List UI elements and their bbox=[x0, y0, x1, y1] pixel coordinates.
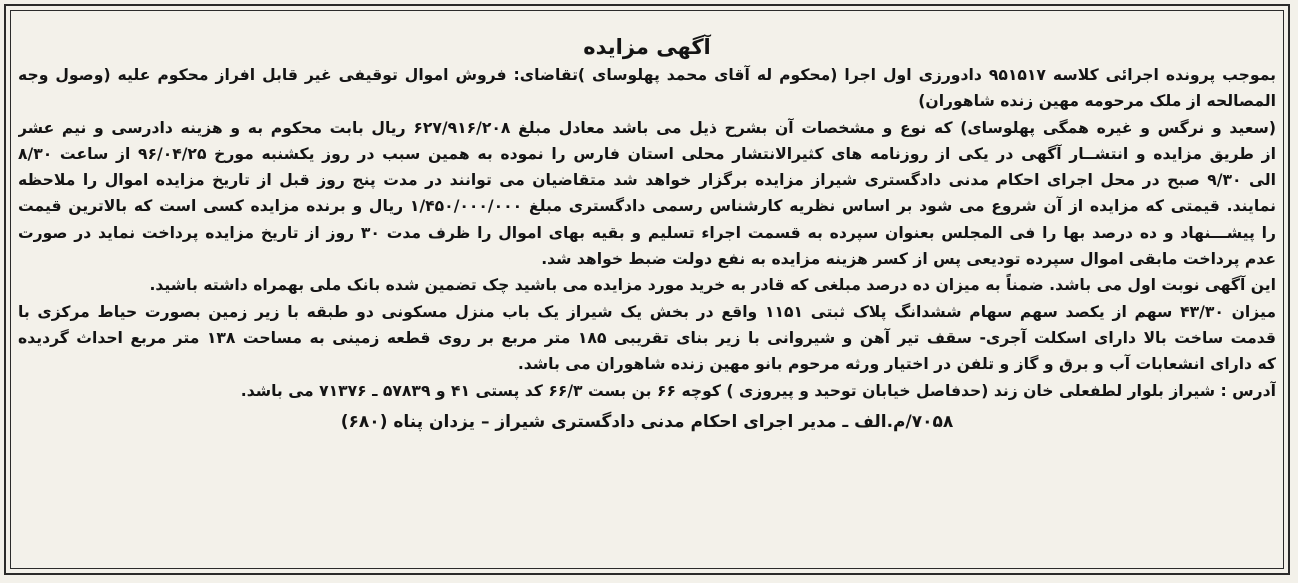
notice-line-8: عدم پرداخت مابقی اموال سپرده تودیعی پس از کسر هزینه مزایده به نفع دولت ضبط خواهد شد. bbox=[541, 250, 1276, 269]
notice-title: آگهی مزایده bbox=[583, 35, 711, 59]
notice-line-5: الی ۹/۳۰ صبح در محل اجرای احکام مدنی دادگستری شیراز مزایده برگزار خواهد شد متقاضیان می توانند در مدت پنج روز قبل از تاریخ مزایده اموال را ملاحظه bbox=[18, 171, 1276, 190]
notice-line-4: از طریق مزایده و انتشــار آگهی در یکی از روزنامه های کثیرالانتشار محلی استان فارس را نموده به همین سبب در روز یکشنبه مورخ ۹۶/۰۴/۲۵ از ساعت ۸/۳۰ bbox=[18, 144, 1276, 163]
notice-line-3: (سعید و نرگس و غیره همگی پهلوسای) که نوع و مشخصات آن بشرح ذیل می باشد معادل مبلغ ۶۲۷/۹۱۶/۲۰۸ ریال بابت محکوم به و هزینه دادرسی و نیم عشر bbox=[18, 118, 1276, 137]
notice-line-2: المصالحه از ملک مرحومه مهین زنده شاهوران) bbox=[918, 92, 1276, 111]
notice-line-6: نمایند. قیمتی که مزایده از آن شروع می شود بر اساس نظریه کارشناس رسمی دادگستری مبلغ ۱/۴۵۰/۰۰۰/۰۰۰ ریال و برنده مزایده کسی است که بالاترین قیمت bbox=[18, 197, 1276, 216]
notice-line-12: که دارای انشعابات آب و برق و گاز و تلفن در اختیار ورثه مرحوم بانو مهین زنده شاهوران می باشد. bbox=[517, 355, 1276, 374]
notice-line-10: میزان ۴۳/۳۰ سهم از یکصد سهم سهام ششدانگ پلاک ثبتی ۱۱۵۱ واقع در بخش یک شیراز یک باب منزل مسکونی دو طبقه با زیر زمین بصورت حیاط مرکزی با bbox=[18, 302, 1276, 321]
notice-line-7: را پیشـــنهاد و ده درصد بها را فی المجلس بعنوان سپرده به قسمت اجراء تسلیم و بقیه بهای اموال را ظرف مدت ۳۰ روز از تاریخ مزایده پرداخت نماید در صورت bbox=[18, 223, 1276, 242]
notice-line-13: آدرس : شیراز بلوار لطفعلی خان زند (حدفاصل خیابان توحید و پیروزی ) کوچه ۶۶ بن بست ۶۶/۳ کد پستی ۴۱ و ۵۷۸۳۹ ـ ۷۱۳۷۶ می باشد. bbox=[240, 381, 1276, 400]
notice-line-9: این آگهی نوبت اول می باشد. ضمناً به میزان ده درصد مبلغی که قادر به خرید مورد مزایده می باشید چک تضمین شده بانک ملی بهمراه داشته باشید. bbox=[149, 276, 1276, 295]
notice-line-1: بموجب پرونده اجرائی کلاسه ۹۵۱۵۱۷ دادورزی اول اجرا (محکوم له آقای محمد پهلوسای )تقاضای: فروش اموال توقیفی غیر قابل افراز محکوم علیه (وصول وجه bbox=[18, 66, 1276, 84]
notice-line-11: قدمت ساخت بالا دارای اسکلت آجری- سقف تیر آهن و شیروانی با زیر بنای تقریبی ۱۸۵ متر مربع بر روی قطعه زمینی به مساحت ۱۳۸ متر مربع احداث گردیده bbox=[18, 328, 1276, 347]
notice-signature: ۷۰۵۸/م.الف ـ مدیر اجرای احکام مدنی دادگستری شیراز – یزدان پناه (۶۸۰) bbox=[340, 411, 954, 432]
notice-body bbox=[18, 34, 1276, 436]
